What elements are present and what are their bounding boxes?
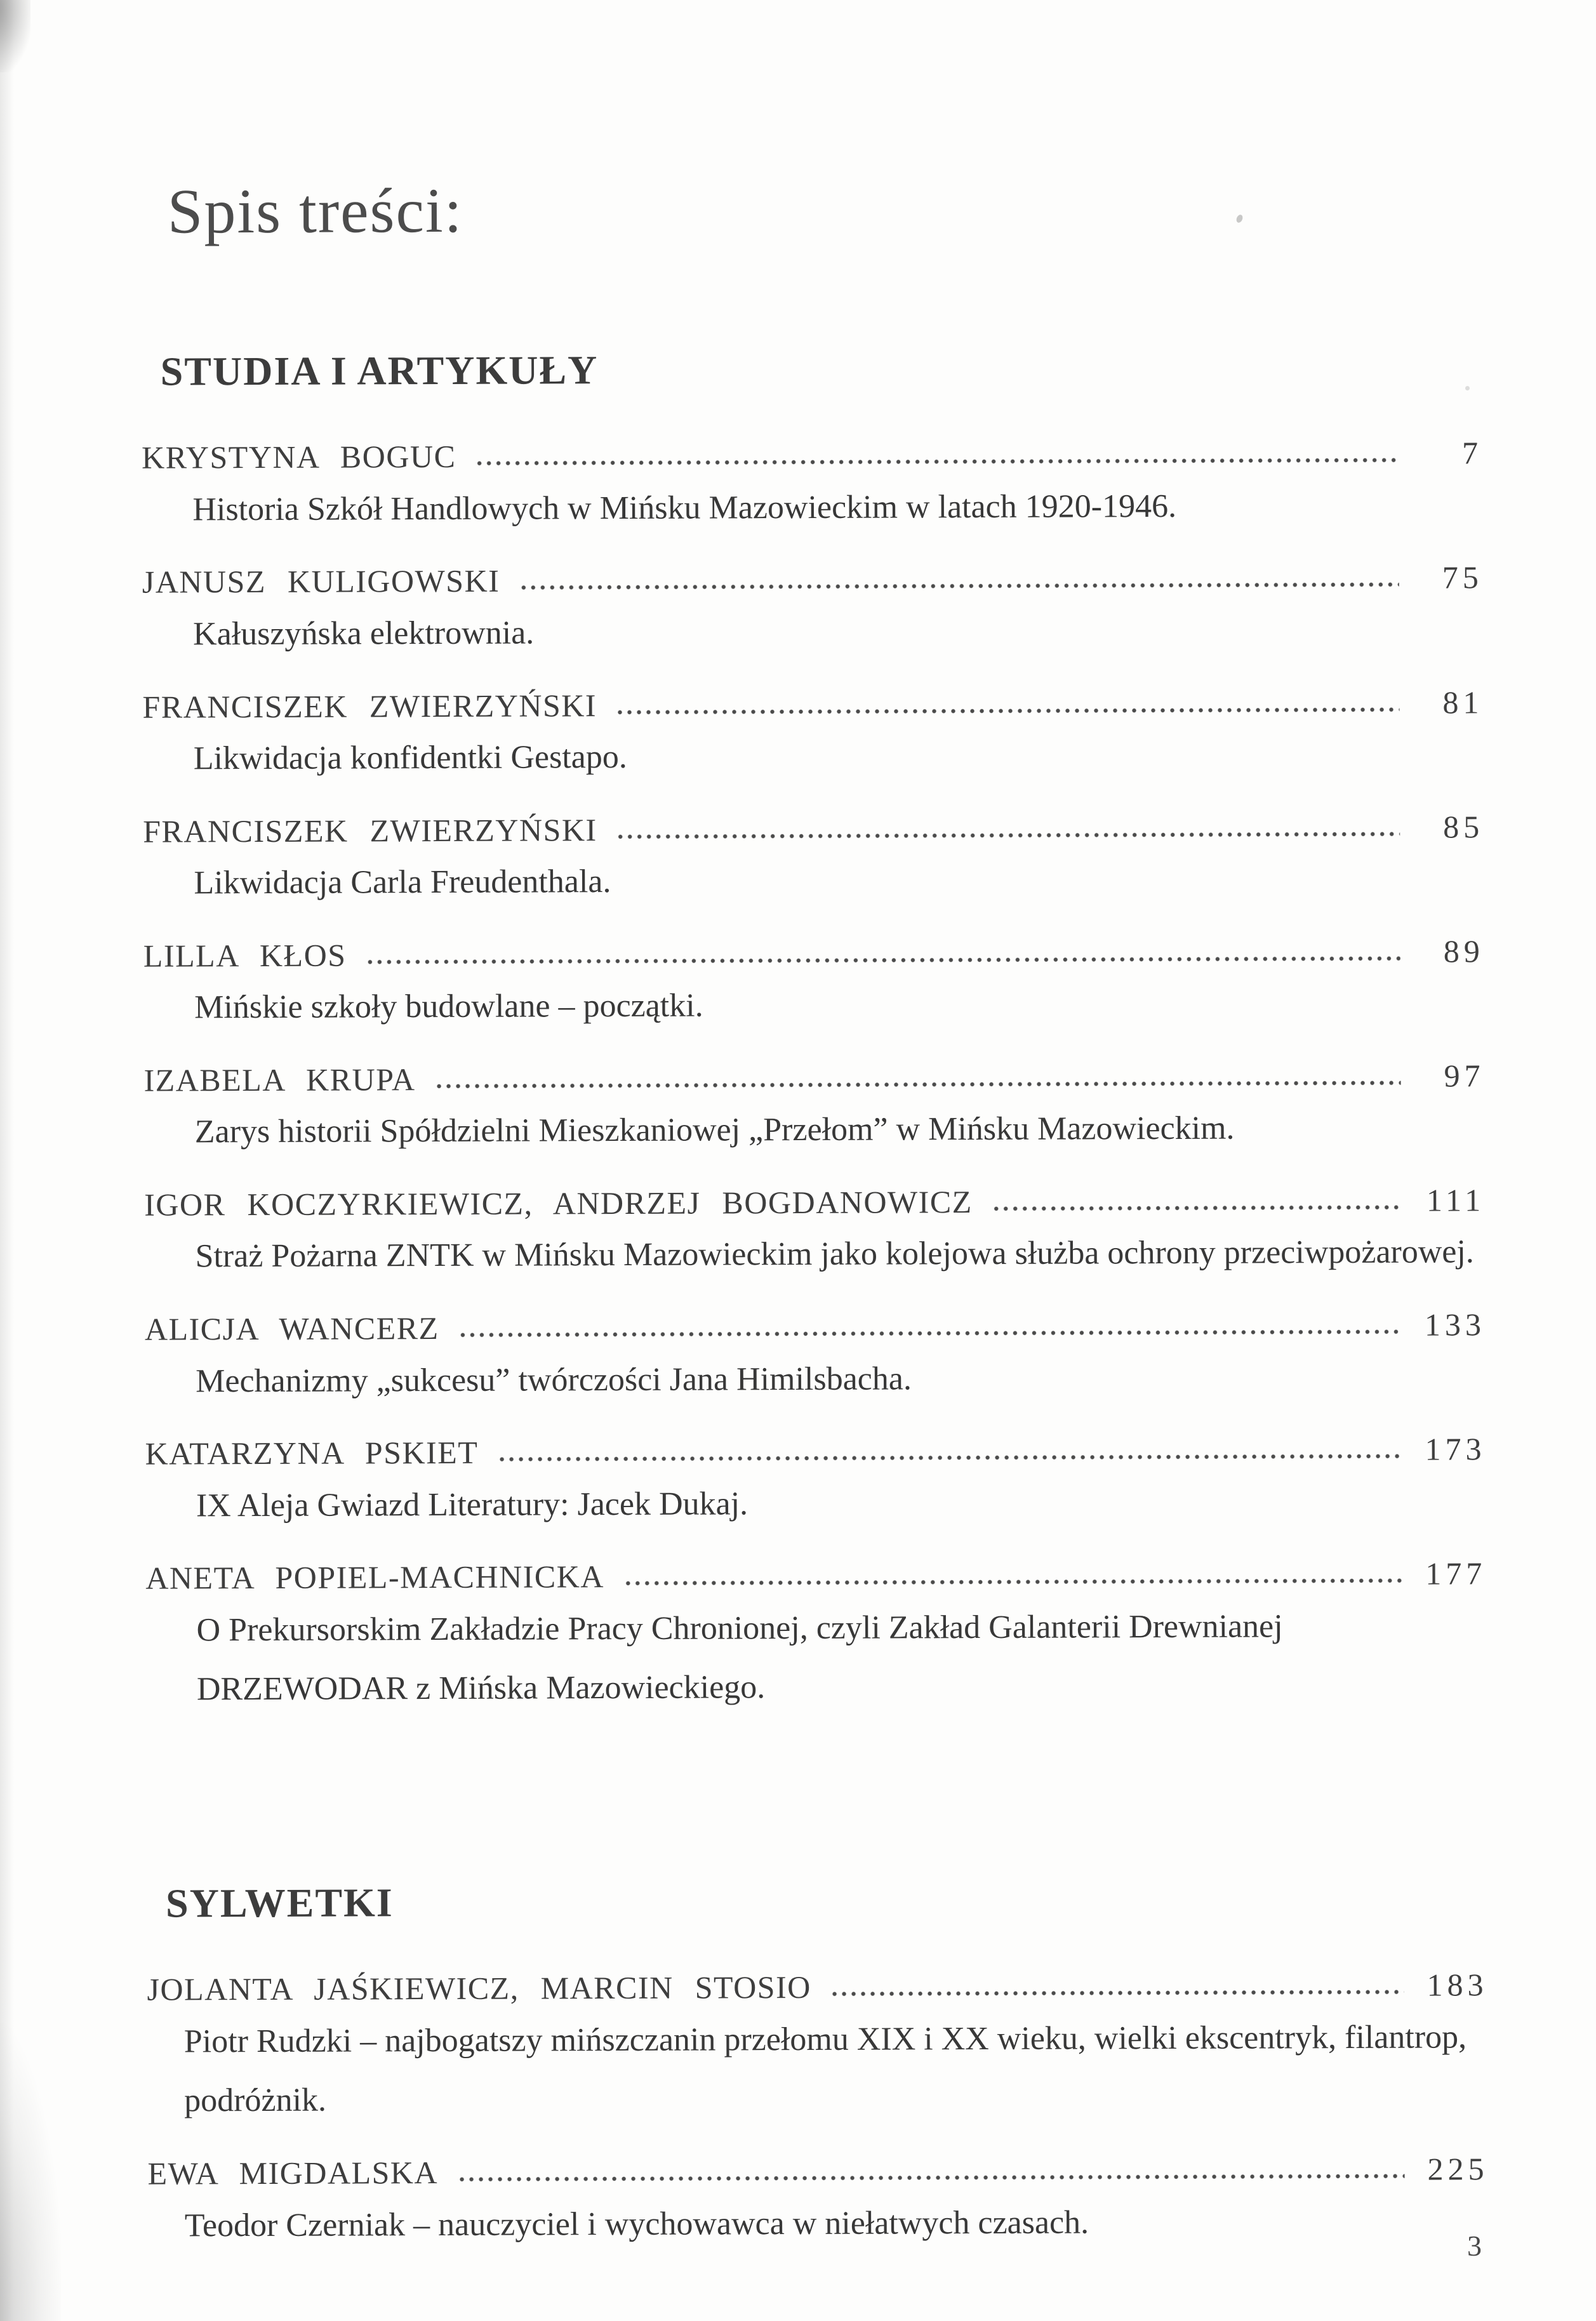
- toc-entry-authors: FRANCISZEK ZWIERZYŃSKI: [143, 811, 597, 849]
- subtitle-line: Straż Pożarna ZNTK w Mińsku Mazowieckim jako kolejowa służba ochrony przeciwpożarowej.: [195, 1234, 1474, 1275]
- toc-entry-page-number: 7: [1462, 435, 1483, 471]
- toc-entry-row: [144, 1182, 1485, 1223]
- dotted-leader: [458, 1329, 1402, 1339]
- toc-entry: [143, 809, 1484, 913]
- toc-entry-page-number: 75: [1442, 559, 1483, 595]
- toc-entry-page-number: 183: [1426, 1967, 1488, 2003]
- toc-entry: [144, 1182, 1486, 1286]
- toc-entry: [143, 933, 1485, 1037]
- dotted-leader: [497, 1453, 1402, 1463]
- toc-entry-page-number: 85: [1443, 808, 1484, 845]
- toc-entry: [145, 1555, 1487, 1719]
- toc-entry: [142, 684, 1484, 788]
- toc-entry-page-number: 111: [1426, 1182, 1486, 1218]
- subtitle-line: DRZEWODAR z Mińska Mazowieckiego.: [196, 1669, 766, 1708]
- toc-entry: [142, 560, 1484, 664]
- dotted-leader: [435, 1080, 1401, 1090]
- subtitle-line: Zarys historii Spółdzielni Mieszkaniowej „Przełom” w Mińsku Mazowieckim.: [194, 1110, 1235, 1150]
- subtitle-line: Mechanizmy „sukcesu” twórczości Jana Himilsbacha.: [196, 1360, 912, 1399]
- toc-entry-page-number: 133: [1424, 1307, 1486, 1343]
- dotted-leader: [830, 1989, 1404, 1998]
- toc-entry-row: [145, 1555, 1486, 1597]
- dotted-leader: [623, 1578, 1402, 1587]
- toc-entry-authors: FRANCISZEK ZWIERZYŃSKI: [142, 687, 597, 725]
- toc-entry-subtitle: [195, 1223, 1485, 1287]
- dotted-leader: [519, 582, 1399, 592]
- subtitle-line: IX Aleja Gwiazd Literatury: Jacek Dukaj.: [196, 1485, 748, 1524]
- toc-entry: [145, 1431, 1486, 1535]
- toc-entry-page-number: 89: [1443, 933, 1484, 969]
- toc-entry-row: [143, 1058, 1484, 1099]
- subtitle-line: Likwidacja Carla Freudenthala.: [194, 863, 611, 901]
- toc-entry-row: [142, 436, 1482, 477]
- toc-entry-subtitle: [194, 974, 1484, 1038]
- toc-entry: [143, 1058, 1485, 1162]
- toc-entry-row: [147, 2151, 1488, 2192]
- toc-entry: [147, 1967, 1488, 2131]
- toc-entry-row: [147, 1967, 1487, 2009]
- toc-entry-authors: KATARZYNA PSKIET: [145, 1434, 479, 1472]
- toc-entry-page-number: 225: [1427, 2151, 1489, 2187]
- toc-entry-authors: KRYSTYNA BOGUC: [142, 439, 456, 476]
- dotted-leader: [457, 2173, 1404, 2183]
- toc-entry-authors: ALICJA WANCERZ: [144, 1310, 439, 1347]
- toc-entry-authors: ANETA POPIEL-MACHNICKA: [145, 1559, 604, 1596]
- toc-entry-row: [145, 1307, 1486, 1348]
- section-heading: STUDIA I ARTYKUŁY: [160, 347, 599, 394]
- dotted-leader: [616, 706, 1400, 715]
- dotted-leader: [616, 830, 1400, 840]
- toc-entry-subtitle: [192, 476, 1482, 540]
- dotted-leader: [992, 1204, 1402, 1213]
- toc-entry-row: [145, 1431, 1486, 1472]
- toc-entry-subtitle: [196, 1596, 1487, 1719]
- section-heading: SYLWETKI: [165, 1880, 394, 1926]
- toc-entry-authors: IGOR KOCZYRKIEWICZ, ANDRZEJ BOGDANOWICZ: [144, 1184, 973, 1223]
- toc-entry-subtitle: [196, 1472, 1486, 1536]
- toc-entry-authors: JOLANTA JAŚKIEWICZ, MARCIN STOSIO: [147, 1969, 811, 2007]
- toc-entry: [145, 1307, 1486, 1411]
- toc-entry-authors: IZABELA KRUPA: [143, 1061, 416, 1098]
- toc-entry-row: [142, 560, 1483, 601]
- dotted-leader: [475, 457, 1399, 467]
- subtitle-line: Historia Szkół Handlowych w Mińsku Mazowieckim w latach 1920-1946.: [192, 488, 1177, 528]
- toc-entry-page-number: 177: [1425, 1555, 1487, 1592]
- page-number-footer: 3: [1467, 2230, 1483, 2262]
- subtitle-line: O Prekursorskim Zakładzie Pracy Chronionej, czyli Zakład Galanterii Drewnianej: [196, 1608, 1283, 1649]
- toc-entry-subtitle: [194, 724, 1484, 788]
- toc-entry-subtitle: [195, 1098, 1485, 1162]
- dotted-leader: [366, 955, 1400, 966]
- toc-entry-page-number: 97: [1444, 1058, 1485, 1094]
- toc-entry-authors: LILLA KŁOS: [143, 937, 347, 974]
- subtitle-line: podróżnik.: [184, 2082, 327, 2119]
- toc-entry: [147, 2151, 1489, 2255]
- toc-entry-row: [143, 809, 1484, 850]
- section-studia-i-artykuly: [142, 345, 1487, 1719]
- toc-entry-page-number: 81: [1442, 684, 1484, 721]
- toc-entry-authors: JANUSZ KULIGOWSKI: [142, 563, 500, 601]
- toc-entry-subtitle: [185, 2191, 1489, 2256]
- subtitle-line: Piotr Rudzki – najbogatszy mińszczanin przełomu XIX i XX wieku, wielki ekscentryk, filantrop,: [183, 2019, 1467, 2060]
- toc-entry-subtitle: [196, 1347, 1486, 1411]
- toc-entry-row: [142, 684, 1483, 726]
- toc-entry-subtitle: [193, 600, 1483, 664]
- section-sylwetki: [147, 1877, 1489, 2256]
- toc-entry: [142, 436, 1483, 540]
- subtitle-line: Teodor Czerniak – nauczyciel i wychowawca w niełatwych czasach.: [184, 2204, 1089, 2244]
- subtitle-line: Likwidacja konfidentki Gestapo.: [193, 739, 627, 777]
- subtitle-line: Kałuszyńska elektrownia.: [192, 615, 535, 653]
- toc-entry-row: [143, 933, 1484, 974]
- toc-entry-page-number: 173: [1425, 1431, 1486, 1467]
- subtitle-line: Mińskie szkoły budowlane – początki.: [194, 987, 703, 1026]
- page-title: Spis treści:: [167, 175, 463, 247]
- toc-entry-authors: EWA MIGDALSKA: [147, 2155, 439, 2191]
- toc-entry-subtitle: [194, 849, 1484, 913]
- toc-entry-subtitle: [184, 2007, 1489, 2131]
